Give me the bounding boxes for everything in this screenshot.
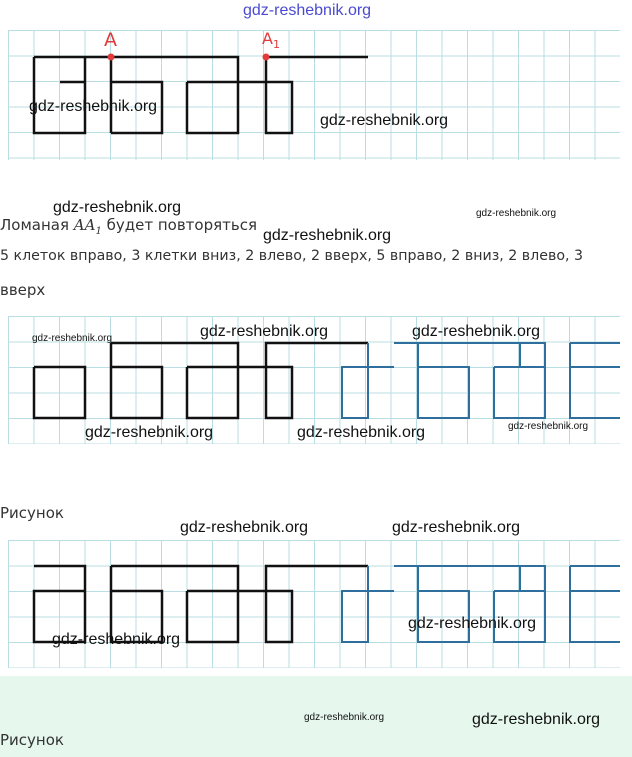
watermark-top: gdz-reshebnik.org	[243, 2, 372, 19]
watermark-fig3-3: gdz-reshebnik.org	[52, 631, 181, 648]
description-line-2: 5 клеток вправо, 3 клетки вниз, 2 влево, 2 вверх, 5 вправо, 2 вниз, 2 влево, 3	[0, 248, 584, 264]
watermark-fig1-right: gdz-reshebnik.org	[320, 112, 449, 129]
watermark-fig2-4: gdz-reshebnik.org	[85, 424, 214, 441]
label-point-a: A	[104, 29, 117, 51]
description-suffix: будет повторяться	[106, 216, 257, 234]
caption-2: Рисунок	[0, 731, 64, 749]
description-prefix: Ломаная	[0, 216, 69, 234]
watermark-fig2-6: gdz-reshebnik.org	[508, 421, 589, 432]
watermark-fig2-2: gdz-reshebnik.org	[200, 323, 329, 340]
watermark-fig1-left: gdz-reshebnik.org	[29, 98, 158, 115]
watermark-fig3-1: gdz-reshebnik.org	[180, 519, 309, 536]
watermark-text-2: gdz-reshebnik.org	[476, 208, 557, 219]
watermark-footer-1: gdz-reshebnik.org	[304, 712, 385, 723]
description-line-3: вверх	[0, 281, 46, 299]
watermark-fig3-4: gdz-reshebnik.org	[408, 615, 537, 632]
watermark-fig2-1: gdz-reshebnik.org	[32, 333, 113, 344]
watermark-text-1: gdz-reshebnik.org	[53, 199, 182, 216]
watermark-fig2-5: gdz-reshebnik.org	[297, 424, 426, 441]
watermark-text-3: gdz-reshebnik.org	[263, 227, 392, 244]
label-point-a1-sub: 1	[272, 38, 280, 52]
description-variable-sub: 1	[95, 226, 102, 237]
description-variable: AA	[73, 216, 96, 234]
caption-1: Рисунок	[0, 504, 64, 522]
watermark-footer-2: gdz-reshebnik.org	[472, 711, 601, 728]
watermark-fig2-3: gdz-reshebnik.org	[412, 323, 541, 340]
label-point-a1-main: A	[262, 29, 273, 48]
watermark-fig3-2: gdz-reshebnik.org	[392, 519, 521, 536]
